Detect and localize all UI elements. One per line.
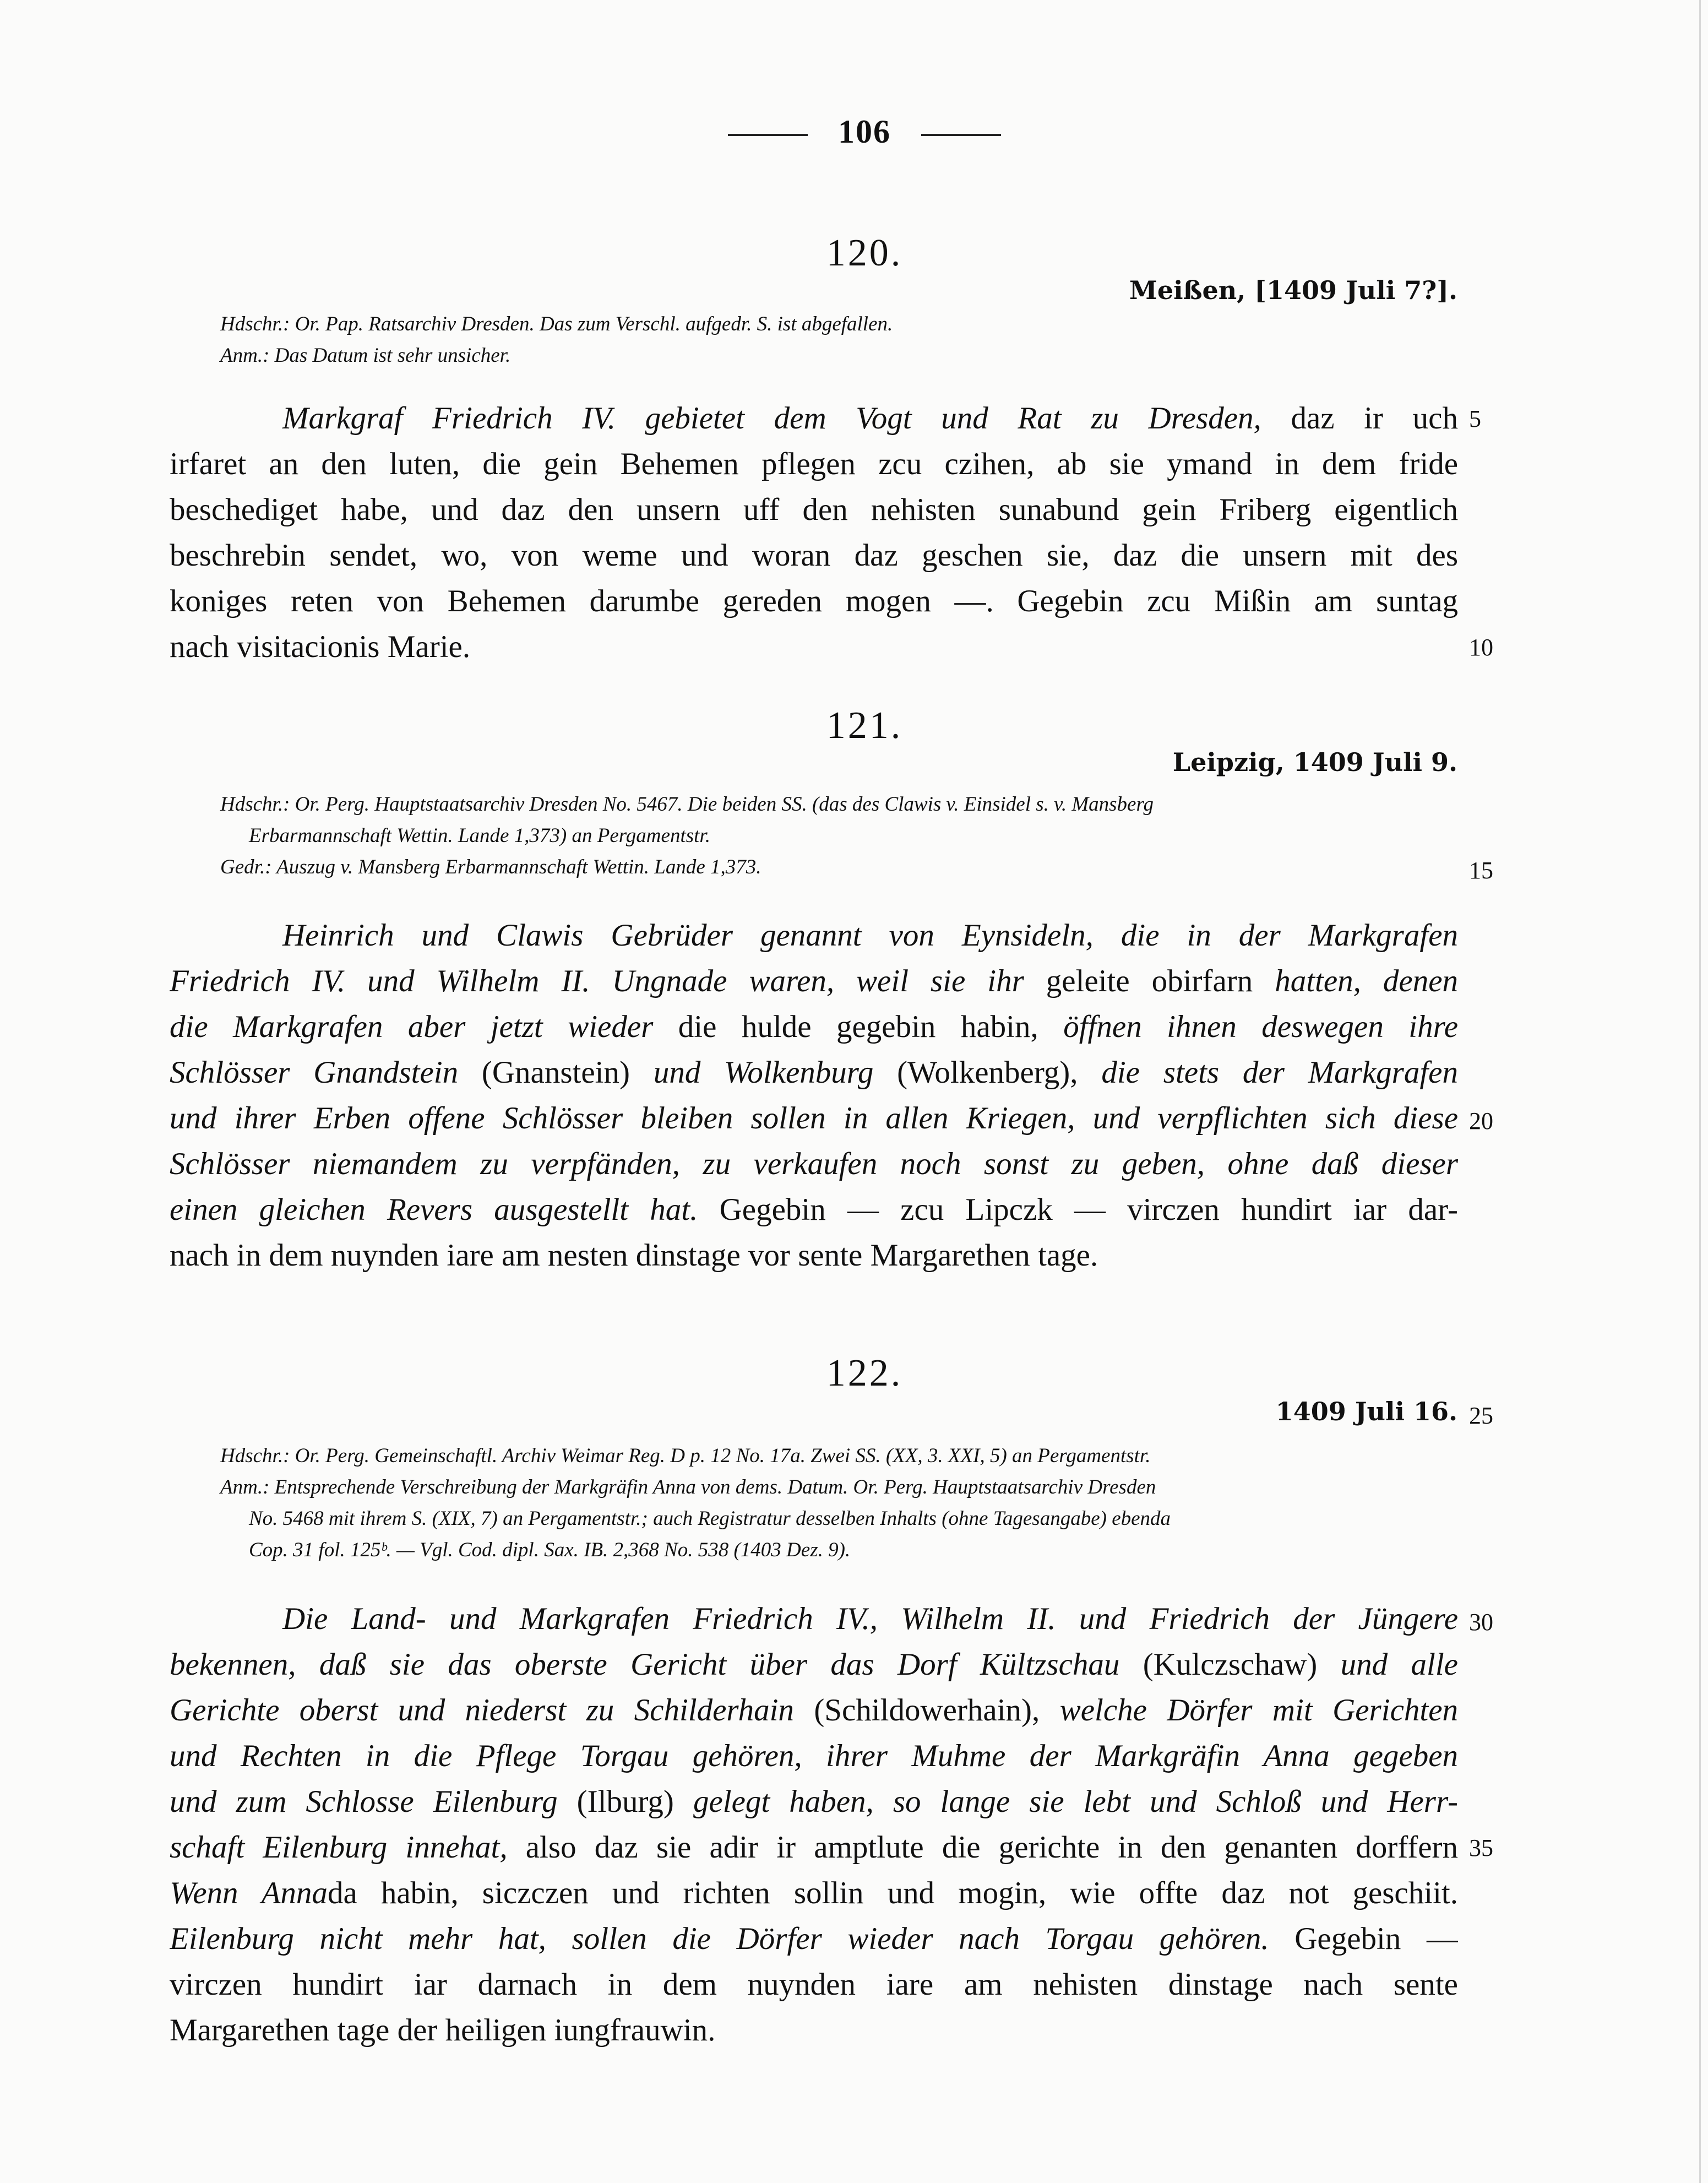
body-line bbox=[170, 1596, 1458, 1642]
italic-segment: Markgraf Friedrich IV. gebietet dem Vogt und Rat zu Dresden, bbox=[282, 401, 1261, 436]
body-line bbox=[170, 1687, 1458, 1733]
roman-segment: beschrebin sendet, wo, von weme und woran daz geschen sie, daz die unsern mit des bbox=[170, 538, 1458, 573]
body-line bbox=[170, 1095, 1458, 1141]
body-line bbox=[170, 958, 1458, 1004]
regest-body-122 bbox=[170, 1596, 1458, 2053]
note-line: No. 5468 mit ihrem S. (XIX, 7) an Pergamentstr.; auch Registratur desselben Inhalts (ohne Tagesangabe) ebenda bbox=[249, 1507, 1171, 1530]
roman-segment: (Kulczschaw) bbox=[1119, 1647, 1341, 1682]
note-line: Hdschr.: Or. Perg. Gemeinschaftl. Archiv Weimar Reg. D p. 12 No. 17a. Zwei SS. (XX, 3. XXI, 5) an Pergamentstr. bbox=[220, 1445, 1151, 1467]
italic-segment: Schlösser Gnandstein bbox=[170, 1055, 459, 1090]
line-number: 15 bbox=[1469, 857, 1493, 884]
body-line bbox=[170, 441, 1458, 487]
body-line bbox=[170, 2007, 1458, 2053]
italic-segment: Gerichte oberst und niederst zu Schilderhain bbox=[170, 1693, 794, 1728]
roman-segment: Gegebin — bbox=[1269, 1921, 1458, 1956]
italic-segment: einen gleichen Revers ausgestellt hat. bbox=[170, 1192, 698, 1227]
roman-segment: die hulde gegebin habin, bbox=[653, 1009, 1064, 1044]
body-line bbox=[170, 1733, 1458, 1779]
body-line bbox=[170, 1916, 1458, 1962]
note-line: Gedr.: Auszug v. Mansberg Erbarmannschaft Wettin. Lande 1,373. bbox=[220, 856, 761, 878]
italic-segment: die stets der Markgrafen bbox=[1101, 1055, 1458, 1090]
roman-segment: geleite obirfarn bbox=[1024, 964, 1275, 998]
note-line: Hdschr.: Or. Perg. Hauptstaatsarchiv Dresden No. 5467. Die beiden SS. (das des Clawis v. Einsidel s. v. Mansberg bbox=[220, 793, 1154, 816]
note-line: Anm.: Das Datum ist sehr unsicher. bbox=[220, 344, 511, 367]
body-line bbox=[170, 1050, 1458, 1095]
page-number-text: 106 bbox=[838, 113, 891, 150]
body-line bbox=[170, 1141, 1458, 1187]
body-line bbox=[170, 1779, 1458, 1824]
body-line bbox=[170, 1962, 1458, 2007]
entry-number-122: 122. bbox=[826, 1352, 903, 1394]
note-line: Cop. 31 fol. 125ᵇ. — Vgl. Cod. dipl. Sax. IB. 2,368 No. 538 (1403 Dez. 9). bbox=[249, 1539, 851, 1561]
notes-121 bbox=[220, 789, 1459, 883]
italic-segment: die Markgrafen aber jetzt wieder bbox=[170, 1009, 654, 1044]
italic-segment: bekennen, daß sie das oberste Gericht über das Dorf Kültzschau bbox=[170, 1647, 1120, 1682]
line-number: 5 bbox=[1469, 405, 1481, 432]
roman-segment: koniges reten von Behemen darumbe gereden mogen —. Gegebin zcu Mißin am suntag bbox=[170, 584, 1458, 618]
line-number: 30 bbox=[1469, 1609, 1493, 1636]
regest-body-121 bbox=[170, 913, 1458, 1278]
note-line: Hdschr.: Or. Pap. Ratsarchiv Dresden. Das zum Verschl. aufgedr. S. ist abgefallen. bbox=[220, 313, 893, 335]
roman-segment: irfaret an den luten, die gein Behemen pflegen zcu czihen, ab sie ymand in dem fride bbox=[170, 447, 1458, 481]
dash-left bbox=[728, 134, 808, 136]
italic-segment: Eilenburg nicht mehr hat, sollen die Dörfer wieder nach Torgau gehören. bbox=[170, 1921, 1269, 1956]
dateline-122: 1409 Juli 16. bbox=[1275, 1397, 1457, 1426]
roman-segment: virczen hundirt iar darnach in dem nuynden iare am nehisten dinstage nach sente bbox=[170, 1967, 1458, 2002]
roman-segment: da habin, siczczen und richten sollin und mogin, wie offte daz not geschiit. bbox=[327, 1876, 1458, 1910]
body-line bbox=[170, 395, 1458, 441]
italic-segment: gelegt haben, so lange sie lebt und Schloß und Herr- bbox=[693, 1784, 1458, 1819]
body-line bbox=[170, 1187, 1458, 1232]
roman-segment: (Ilburg) bbox=[557, 1784, 693, 1819]
roman-segment: beschediget habe, und daz den unsern uff den nehisten sunabund gein Friberg eigentlich bbox=[170, 492, 1458, 527]
roman-segment: nach visitacionis Marie. bbox=[170, 629, 471, 664]
italic-segment: Die Land- und Markgrafen Friedrich IV., Wilhelm II. und Friedrich der Jüngere bbox=[282, 1601, 1458, 1636]
body-line bbox=[170, 1004, 1458, 1050]
dateline-120: Meißen, [1409 Juli 7?]. bbox=[1129, 275, 1457, 305]
roman-segment: also daz sie adir ir amptlute die gerichte in den genanten dorffern bbox=[507, 1830, 1458, 1865]
notes-122 bbox=[220, 1440, 1459, 1566]
notes-120 bbox=[220, 308, 1459, 371]
note-line: Erbarmannschaft Wettin. Lande 1,373) an Pergamentstr. bbox=[249, 824, 710, 847]
italic-segment: und ihrer Erben offene Schlösser bleiben sollen in allen Kriegen, und verpflichten sich diese bbox=[170, 1101, 1458, 1136]
body-line bbox=[170, 487, 1458, 533]
entry-number-121: 121. bbox=[826, 704, 903, 747]
roman-segment: (Wolkenberg), bbox=[873, 1055, 1102, 1090]
line-number: 35 bbox=[1469, 1834, 1493, 1861]
italic-segment: Schlösser niemandem zu verpfänden, zu verkaufen noch sonst zu geben, ohne daß dieser bbox=[170, 1147, 1458, 1181]
entry-number-120: 120. bbox=[826, 232, 903, 274]
note-line: Anm.: Entsprechende Verschreibung der Markgräfin Anna von dems. Datum. Or. Perg. Hauptstaatsarchiv Dresden bbox=[220, 1476, 1156, 1498]
body-line bbox=[170, 913, 1458, 958]
italic-segment: und Rechten in die Pflege Torgau gehören, ihrer Muhme der Markgräfin Anna gegeben bbox=[170, 1739, 1458, 1773]
line-number: 20 bbox=[1469, 1107, 1493, 1134]
body-line bbox=[170, 1824, 1458, 1870]
dash-right bbox=[921, 134, 1001, 136]
roman-segment: (Schildowerhain), bbox=[793, 1693, 1060, 1728]
line-number: 10 bbox=[1469, 634, 1493, 661]
body-line bbox=[170, 578, 1458, 624]
roman-segment: Margarethen tage der heiligen iungfrauwin. bbox=[170, 2013, 716, 2048]
italic-segment: schaft Eilenburg innehat, bbox=[170, 1830, 508, 1865]
body-line bbox=[170, 533, 1458, 578]
italic-segment: welche Dörfer mit Gerichten bbox=[1059, 1693, 1458, 1728]
italic-segment: Heinrich und Clawis Gebrüder genannt von Eynsideln, die in der Markgrafen bbox=[282, 918, 1458, 953]
regest-body-120 bbox=[170, 395, 1458, 670]
italic-segment: öffnen ihnen deswegen ihre bbox=[1063, 1009, 1458, 1044]
body-line bbox=[170, 1642, 1458, 1687]
italic-segment: Friedrich IV. und Wilhelm II. Ungnade waren, weil sie ihr bbox=[170, 964, 1024, 998]
italic-segment: und alle bbox=[1340, 1647, 1458, 1682]
body-line bbox=[170, 1870, 1458, 1916]
roman-segment: daz ir uch bbox=[1261, 401, 1458, 436]
italic-segment: und zum Schlosse Eilenburg bbox=[170, 1784, 558, 1819]
dateline-121: Leipzig, 1409 Juli 9. bbox=[1172, 747, 1457, 777]
roman-segment: nach in dem nuynden iare am nesten dinstage vor sente Margarethen tage. bbox=[170, 1238, 1098, 1273]
italic-segment: hatten, denen bbox=[1275, 964, 1458, 998]
roman-segment: Gegebin — zcu Lipczk — virczen hundirt iar dar- bbox=[698, 1192, 1458, 1227]
line-number: 25 bbox=[1469, 1402, 1493, 1429]
body-line bbox=[170, 624, 1458, 670]
italic-segment: und Wolkenburg bbox=[653, 1055, 874, 1090]
body-line bbox=[170, 1232, 1458, 1278]
right-scan-edge bbox=[1699, 0, 1701, 2183]
roman-segment: (Gnanstein) bbox=[458, 1055, 654, 1090]
italic-segment: Wenn Anna bbox=[170, 1876, 328, 1910]
page-number bbox=[658, 113, 1071, 151]
